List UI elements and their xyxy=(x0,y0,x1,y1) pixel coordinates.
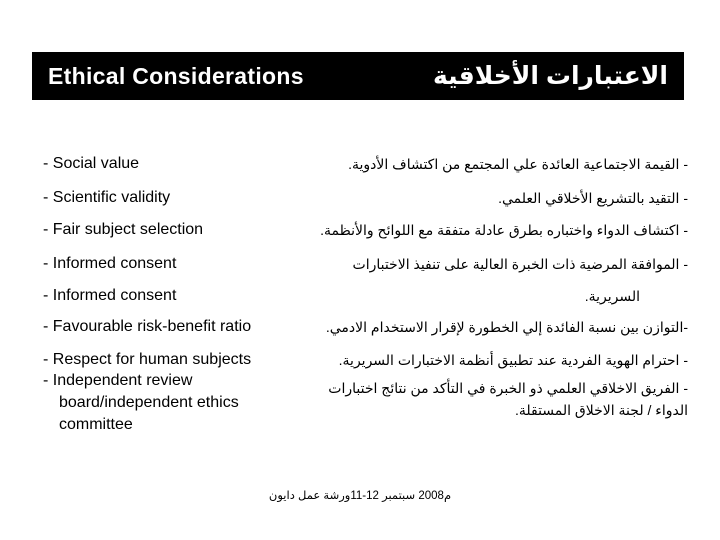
item-informed-consent-2: - Informed consent xyxy=(43,287,177,304)
item-fair-subject-selection: - Fair subject selection xyxy=(43,221,204,238)
item-independent-review-line2: board/independent ethics xyxy=(59,394,239,411)
title-arabic: الاعتبارات الأخلاقية xyxy=(432,62,668,90)
arabic-item-7: - الفريق الاخلاقي العلمي ذو الخبرة في التأكد من نتائج اختبارات xyxy=(328,380,688,396)
title-english: Ethical Considerations xyxy=(48,62,304,89)
item-respect-human-subjects: - Respect for human subjects xyxy=(43,351,252,368)
item-scientific-validity: - Scientific validity xyxy=(43,189,171,206)
item-informed-consent-1: - Informed consent xyxy=(43,255,177,272)
footer-text: م2008 سبتمبر 12-11ورشة عمل دايون xyxy=(268,490,452,502)
item-social-value: - Social value xyxy=(43,155,140,172)
arabic-item-1: - القيمة الاجتماعية العائدة علي المجتمع من اكتشاف الأدوية. xyxy=(348,156,688,172)
arabic-item-5: -التوازن بين نسبة الفائدة إلي الخطورة لإقرار الاستخدام الادمي. xyxy=(325,319,688,335)
item-independent-review-line3: committee xyxy=(59,416,133,433)
arabic-item-4-line2: السريرية. xyxy=(584,288,640,304)
item-independent-review: - Independent review xyxy=(43,372,193,389)
arabic-item-2: - التقيد بالتشريع الأخلاقي العلمي. xyxy=(498,190,688,206)
title-bar xyxy=(32,52,684,100)
arabic-item-4: - الموافقة المرضية ذات الخبرة العالية على تنفيذ الاختبارات xyxy=(352,256,688,272)
arabic-item-6: - احترام الهوية الفردية عند تطبيق أنظمة الاختبارات السريرية. xyxy=(338,352,688,368)
arabic-item-3: - اكتشاف الدواء واختباره بطرق عادلة متفقة مع اللوائح والأنظمة. xyxy=(320,222,688,238)
item-risk-benefit-ratio: - Favourable risk-benefit ratio xyxy=(43,318,252,335)
arabic-item-7-line2: الدواء / لجنة الاخلاق المستقلة. xyxy=(514,402,688,418)
